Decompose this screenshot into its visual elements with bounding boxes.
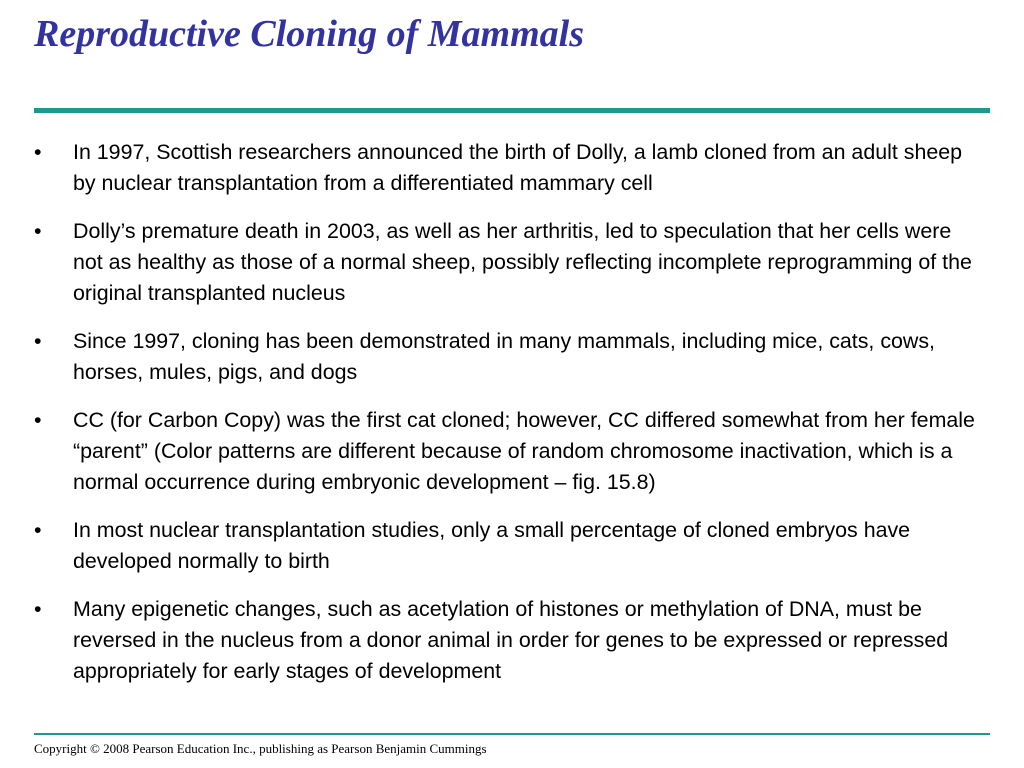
bullet-text: In most nuclear transplantation studies, only a small percentage of cloned embryos have developed normally to birth	[73, 518, 911, 573]
bullet-marker: •	[34, 518, 42, 542]
footer-divider	[34, 733, 990, 735]
title-divider	[34, 108, 990, 113]
bullet-item	[34, 137, 984, 199]
bullet-list	[34, 137, 984, 704]
bullet-text: Since 1997, cloning has been demonstrated in many mammals, including mice, cats, cows, horses, mules, pigs, and dogs	[73, 329, 935, 384]
bullet-item	[34, 326, 984, 388]
bullet-text: Dolly’s premature death in 2003, as well as her arthritis, led to speculation that her cells were not as healthy as those of a normal sheep, possibly reflecting incomplete reprogramming of the original transplanted nucleus	[73, 219, 972, 305]
bullet-text: CC (for Carbon Copy) was the first cat cloned; however, CC differed somewhat from her female “parent” (Color patterns are different because of random chromosome inactivation, which is a normal occurrence during embryonic development – fig. 15.8)	[73, 408, 975, 494]
bullet-item	[34, 405, 984, 498]
bullet-item	[34, 216, 984, 309]
bullet-marker: •	[34, 597, 42, 621]
slide-title: Reproductive Cloning of Mammals	[34, 13, 584, 55]
bullet-marker: •	[34, 140, 42, 164]
bullet-item	[34, 594, 984, 687]
bullet-text: Many epigenetic changes, such as acetylation of histones or methylation of DNA, must be reversed in the nucleus from a donor animal in order for genes to be expressed or repressed appropriately for early stages of development	[73, 597, 949, 683]
bullet-marker: •	[34, 329, 42, 353]
copyright-footer: Copyright © 2008 Pearson Education Inc., publishing as Pearson Benjamin Cummings	[34, 741, 487, 756]
bullet-marker: •	[34, 219, 42, 243]
bullet-text: In 1997, Scottish researchers announced the birth of Dolly, a lamb cloned from an adult sheep by nuclear transplantation from a differentiated mammary cell	[73, 140, 963, 195]
bullet-item	[34, 515, 984, 577]
bullet-marker: •	[34, 408, 42, 432]
